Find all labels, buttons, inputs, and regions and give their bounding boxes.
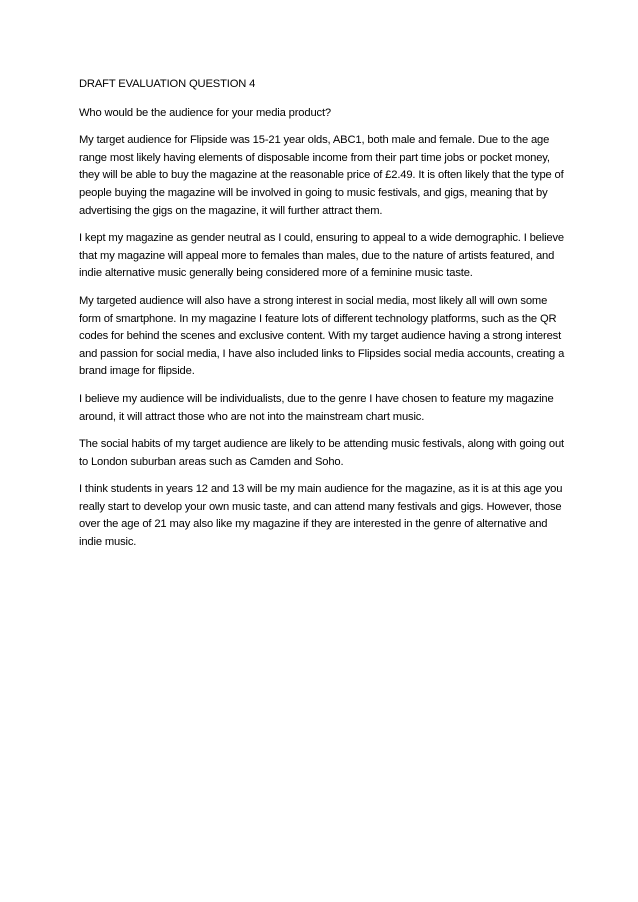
paragraph-students: I think students in years 12 and 13 will be my main audience for the magazine, as it is at this age you really start to develop your own music taste, and can attend many festivals and gigs. However, those over the age of 21 may also like my magazine if they are interested in the genre of alternative and indie music. [79, 483, 563, 549]
paragraph-social-media: My targeted audience will also have a strong interest in social media, most likely all will own some form of smartphone. In my magazine I feature lots of different technology platforms, such as the QR codes for behind the scenes and exclusive content. With my target audience having a strong interest and passion for social media, I have also included links to Flipsides social media accounts, creating a brand image for flipside. [79, 294, 565, 378]
paragraph-social-habits: The social habits of my target audience are likely to be attending music festivals, along with going out to London suburban areas such as Camden and Soho. [79, 438, 565, 468]
paragraph-individualists: I believe my audience will be individualists, due to the genre I have chosen to feature my magazine around, it will attract those who are not into the mainstream chart music. [79, 392, 554, 423]
document-title: DRAFT EVALUATION QUESTION 4 [79, 78, 256, 90]
document-body [79, 76, 565, 562]
question-heading: Who would be the audience for your media product? [79, 106, 331, 119]
paragraph-target-audience: My target audience for Flipside was 15-21 year olds, ABC1, both male and female. Due to the age range most likely having elements of disposable income from their part time jobs or pocket money, they will be able to buy the magazine at the reasonable price of £2.49. It is often likely that the type of people buying the magazine will be involved in going to music festivals, and gigs, meaning that by advertising the gigs on the magazine, it will further attract them. [79, 134, 564, 217]
paragraph-gender-neutral: I kept my magazine as gender neutral as I could, ensuring to appeal to a wide demographic. I believe that my magazine will appeal more to females than males, due to the nature of artists featured, and indie alternative music generally being considered more of a feminine music taste. [79, 232, 565, 280]
